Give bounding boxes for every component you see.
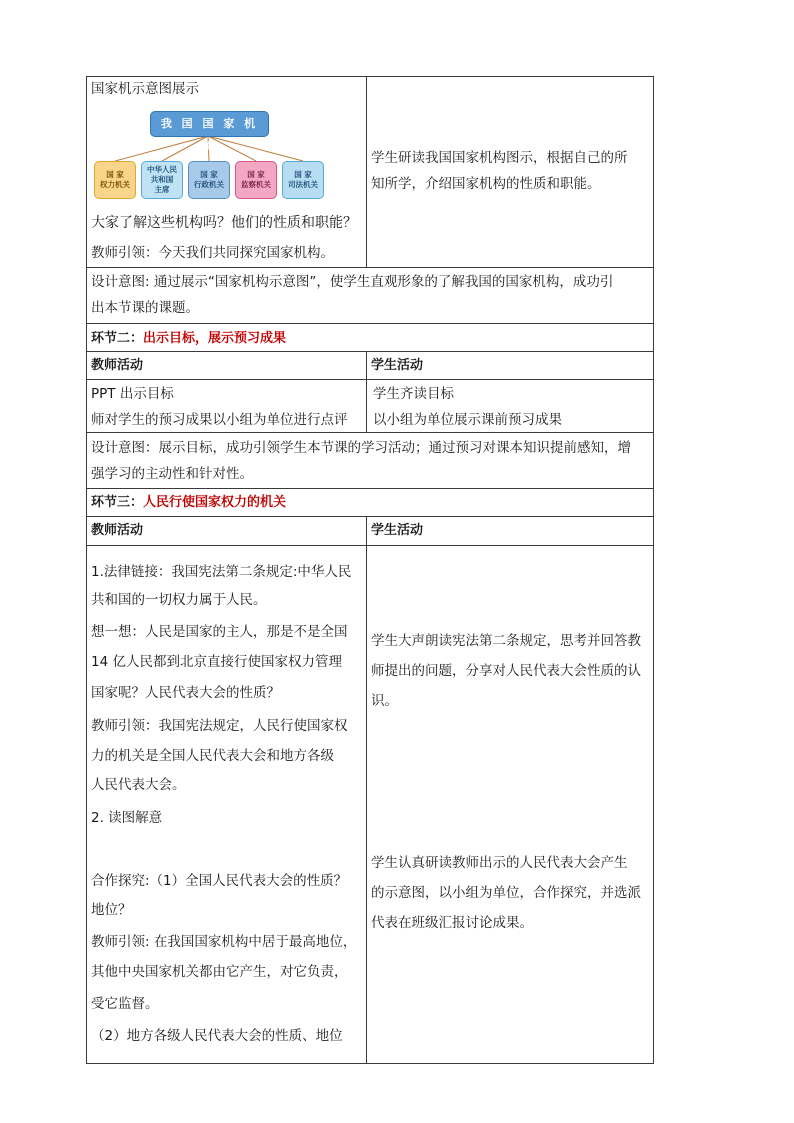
teacher-guide-text: 教师引领：今天我们共同探究国家机构。 bbox=[91, 245, 334, 261]
teacher-text-line: 国家呢？人民代表大会的性质？ bbox=[91, 685, 280, 701]
state-organs-diagram bbox=[92, 108, 328, 202]
student-text-line: 师提出的问题，分享对人民代表大会性质的认 bbox=[371, 663, 641, 679]
node-label: 国 家 司法机关 bbox=[288, 170, 318, 189]
student-text-line: 的示意图，以小组为单位，合作探究，并选派 bbox=[371, 885, 641, 901]
teacher-text-line: 共和国的一切权力属于人民。 bbox=[91, 592, 267, 608]
teacher-activity-header: 教师活动 bbox=[91, 358, 144, 373]
step-title: 出示目标，展示预习成果 bbox=[143, 331, 287, 346]
teacher-text-line: （2）地方各级人民代表大会的性质、地位 bbox=[91, 1028, 343, 1044]
teacher-activity-header: 教师活动 bbox=[91, 523, 144, 538]
student-activity-line: 学生齐读目标 bbox=[373, 386, 454, 402]
student-activity-header: 学生活动 bbox=[371, 358, 424, 373]
teacher-text-line: 合作探究:（1）全国人民代表大会的性质？ bbox=[91, 873, 348, 889]
student-activity-line: 以小组为单位展示课前预习成果 bbox=[373, 412, 562, 428]
teacher-text-line: 其他中央国家机关都由它产生，对它负责， bbox=[91, 964, 348, 980]
design-intent-line: 强学习的主动性和针对性。 bbox=[91, 466, 253, 482]
node-label: 国 家 监察机关 bbox=[241, 170, 271, 189]
student-activity-line: 学生研读我国国家机构图示，根据自己的所 bbox=[371, 150, 628, 166]
diagram-root-node: 我 国 国 家 机 构 bbox=[150, 111, 269, 137]
teacher-text-line: 1.法律链接：我国宪法第二条规定:中华人民 bbox=[91, 564, 352, 580]
student-activity-header: 学生活动 bbox=[371, 523, 424, 538]
teacher-text-line: 2. 读图解意 bbox=[91, 810, 163, 826]
diagram-node-administrative-organ bbox=[188, 161, 230, 199]
diagram-caption: 国家机示意图展示 bbox=[91, 81, 199, 97]
question-text: 大家了解这些机构吗？他们的性质和职能？ bbox=[91, 215, 357, 231]
student-text-line: 代表在班级汇报讨论成果。 bbox=[371, 915, 533, 931]
step-heading bbox=[91, 327, 286, 346]
design-intent-line: 出本节课的课题。 bbox=[91, 300, 199, 316]
node-label: 国 家 行政机关 bbox=[194, 170, 224, 189]
student-text-line: 识。 bbox=[371, 693, 398, 709]
teacher-activity-line: PPT 出示目标 bbox=[91, 386, 174, 402]
teacher-activity-line: 师对学生的预习成果以小组为单位进行点评 bbox=[91, 412, 348, 428]
diagram-node-judicial-organ bbox=[282, 161, 324, 199]
step-title: 人民行使国家权力的机关 bbox=[143, 495, 287, 510]
student-text-line: 学生认真研读教师出示的人民代表大会产生 bbox=[371, 855, 628, 871]
node-label: 国 家 权力机关 bbox=[100, 170, 130, 189]
step-prefix: 环节三： bbox=[91, 495, 144, 510]
diagram-node-supervisory-organ bbox=[235, 161, 277, 199]
teacher-text-line: 14 亿人民都到北京直接行使国家权力管理 bbox=[91, 654, 342, 670]
design-intent-line: 设计意图：展示目标，成功引领学生本节课的学习活动；通过预习对课本知识提前感知，增 bbox=[91, 440, 631, 456]
teacher-text-line: 人民代表大会。 bbox=[91, 777, 186, 793]
design-intent-line: 设计意图: 通过展示“国家机构示意图”，使学生直观形象的了解我国的国家机构，成功引 bbox=[91, 274, 614, 290]
teacher-text-line: 受它监督。 bbox=[91, 996, 159, 1012]
teacher-text-line: 力的机关是全国人民代表大会和地方各级 bbox=[91, 748, 334, 764]
teacher-text-line: 教师引领: 在我国国家机构中居于最高地位， bbox=[91, 934, 357, 950]
step-prefix: 环节二： bbox=[91, 331, 144, 346]
teacher-text-line: 想一想：人民是国家的主人，那是不是全国 bbox=[91, 624, 348, 640]
teacher-text-line: 教师引领：我国宪法规定，人民行使国家权 bbox=[91, 718, 348, 734]
student-text-line: 学生大声朗读宪法第二条规定，思考并回答教 bbox=[371, 633, 641, 649]
diagram-node-president bbox=[141, 161, 183, 199]
diagram-node-power-organ bbox=[94, 161, 136, 199]
student-activity-line: 知所学，介绍国家机构的性质和职能。 bbox=[371, 176, 601, 192]
teacher-text-line: 地位？ bbox=[91, 902, 132, 918]
step-heading bbox=[91, 491, 286, 510]
node-label: 中华人民 共和国 主席 bbox=[147, 165, 177, 194]
